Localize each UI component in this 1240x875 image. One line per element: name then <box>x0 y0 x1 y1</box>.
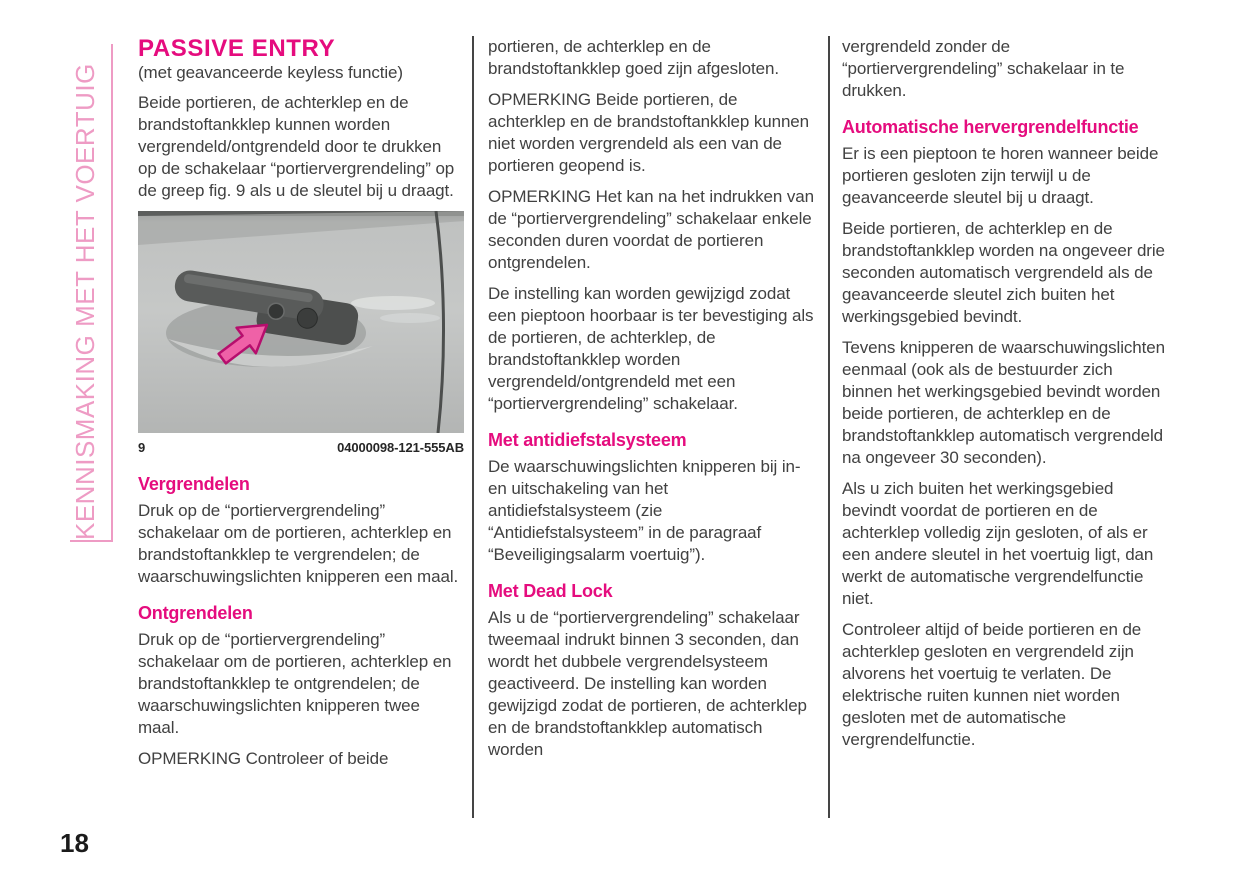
figure-caption <box>138 437 464 459</box>
paragraph: OPMERKING Het kan na het indrukken van de “portiervergrendeling” schakelaar enkele seconden duren voordat de portieren ontgrendelen. <box>488 187 814 272</box>
heading-vergrendelen: Vergrendelen <box>138 474 250 494</box>
column-divider <box>472 36 474 818</box>
figure-number: 9 <box>138 440 146 455</box>
column-divider <box>828 36 830 818</box>
section-title: PASSIVE ENTRY <box>138 35 336 62</box>
paragraph: Tevens knipperen de waarschuwingslichten eenmaal (ook als de bestuurder zich binnen het werkingsgebied bevindt worden beide portieren, de achterklep en de brandstoftankklep automatisch vergrendeld na ongeveer 30 seconden). <box>842 338 1165 467</box>
paragraph: De waarschuwingslichten knipperen bij in- en uitschakeling van het antidiefstalsysteem (zie “Antidiefstalsysteem” in de paragraaf “Beveiligingsalarm voertuig”). <box>488 457 801 564</box>
paragraph-intro: Beide portieren, de achterklep en de brandstoftankklep kunnen worden vergrendeld/ontgrendeld door te drukken op de schakelaar “portiervergrendeling” op de greep fig. 9 als u de sleutel bij u draagt. <box>138 93 455 200</box>
paragraph-note-start: OPMERKING Controleer of beide <box>138 749 389 768</box>
heading-antidiefstalsysteem: Met antidiefstalsysteem <box>488 430 687 450</box>
door-handle-photo <box>138 211 464 433</box>
paragraph: vergrendeld zonder de “portiervergrendeling” schakelaar in te drukken. <box>842 37 1125 100</box>
column-right <box>842 36 1166 760</box>
paragraph: Beide portieren, de achterklep en de brandstoftankklep worden na ongeveer drie seconden automatisch vergrendeld als de geavanceerde sleutel zich buiten het werkingsgebied bevindt. <box>842 219 1165 326</box>
figure-9 <box>138 211 464 459</box>
paragraph: Controleer altijd of beide portieren en de achterklep gesloten en vergrendeld zijn alvorens het voertuig te verlaten. De elektrische ruiten kunnen niet worden gesloten met de automatische vergrendelfunctie. <box>842 620 1142 749</box>
paragraph: Druk op de “portiervergrendeling” schakelaar om de portieren, achterklep en brandstoftankklep te ontgrendelen; de waarschuwingslichten knipperen twee maal. <box>138 630 452 737</box>
page-number: 18 <box>60 828 89 858</box>
heading-ontgrendelen: Ontgrendelen <box>138 603 253 623</box>
heading-dead-lock: Met Dead Lock <box>488 581 613 601</box>
paragraph: Druk op de “portiervergrendeling” schakelaar om de portieren, achterklep en brandstoftankklep te vergrendelen; de waarschuwingslichten knipperen een maal. <box>138 501 459 586</box>
paragraph: De instelling kan worden gewijzigd zodat een pieptoon hoorbaar is ter bevestiging als de portieren, de achterklep, de brandstoftankklep worden vergrendeld/ontgrendeld met een “portiervergrendeling” schakelaar. <box>488 284 814 413</box>
paragraph: Er is een pieptoon te horen wanneer beide portieren gesloten zijn terwijl u de geavanceerde sleutel bij u draagt. <box>842 144 1159 207</box>
section-subtitle: (met geavanceerde keyless functie) <box>138 63 403 82</box>
column-left <box>138 36 464 779</box>
sidebar-chapter-label: KENNISMAKING MET HET VOERTUIG <box>70 63 100 540</box>
paragraph: OPMERKING Beide portieren, de achterklep en de brandstoftankklep kunnen niet worden vergrendeld als een van de portieren geopend is. <box>488 90 810 175</box>
paragraph: Als u zich buiten het werkingsgebied bevindt voordat de portieren en de achterklep volledig zijn gesloten, of als er een andere sleutel in het voertuig ligt, dan werkt de automatische vergrendelfunctie niet. <box>842 479 1154 608</box>
sidebar-rule-horizontal <box>70 540 113 542</box>
paragraph: portieren, de achterklep en de brandstoftankklep goed zijn afgesloten. <box>488 37 779 78</box>
column-middle <box>488 36 814 770</box>
paragraph: Als u de “portiervergrendeling” schakelaar tweemaal indrukt binnen 3 seconden, dan wordt het dubbele vergrendelsysteem geactiveerd. De instelling kan worden gewijzigd zodat de portieren, de achterklep en de brandstoftankklep automatisch worden <box>488 608 807 759</box>
figure-code: 04000098-121-555AB <box>337 440 464 455</box>
heading-hervergrendelfunctie: Automatische hervergrendelfunctie <box>842 117 1139 137</box>
sidebar-rule-vertical <box>111 44 113 542</box>
